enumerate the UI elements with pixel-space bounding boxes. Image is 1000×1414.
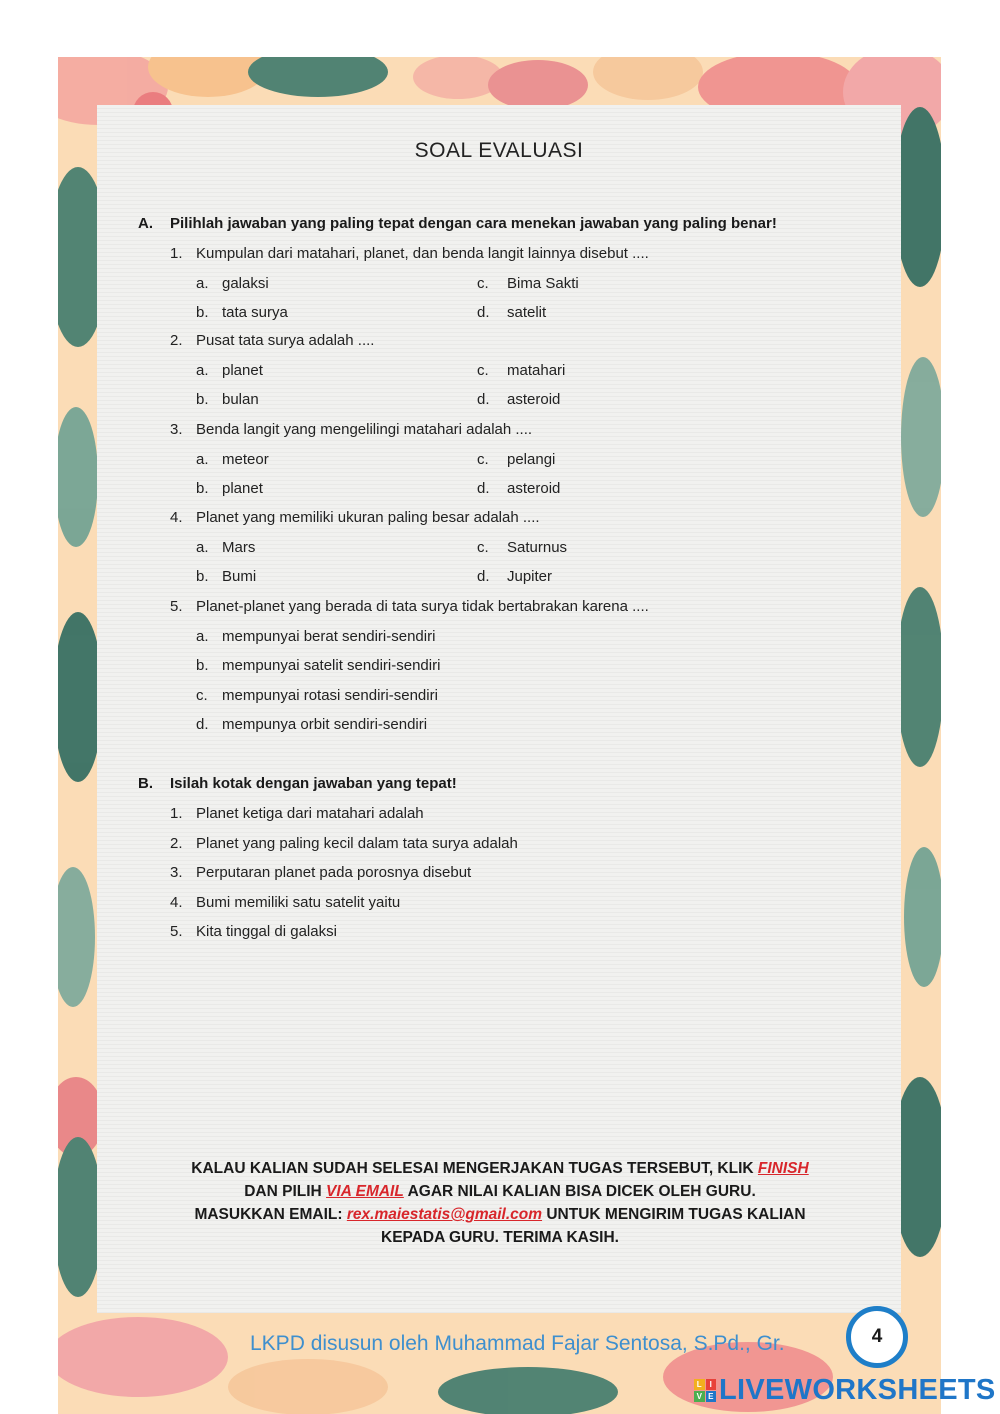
question xyxy=(170,421,532,438)
answer-option[interactable] xyxy=(196,539,255,556)
option-letter: a. xyxy=(196,450,209,468)
answer-option[interactable] xyxy=(196,275,269,292)
question xyxy=(170,598,649,615)
question-number: 4. xyxy=(170,509,183,526)
option-letter: b. xyxy=(196,657,209,674)
question-text: Kita tinggal di galaksi xyxy=(196,923,337,940)
option-letter: a. xyxy=(196,361,209,379)
question-text: Perputaran planet pada porosnya disebut xyxy=(196,864,472,881)
liveworksheets-wordmark: LIVEWORKSHEETS xyxy=(719,1373,996,1406)
option-letter: c. xyxy=(477,274,489,292)
answer-option[interactable] xyxy=(196,362,263,379)
option-text: Mars xyxy=(222,538,256,556)
fill-in-question xyxy=(170,835,518,852)
option-text: matahari xyxy=(507,361,566,379)
option-text: galaksi xyxy=(222,274,269,292)
logo-letter-v: V xyxy=(694,1391,705,1402)
option-letter: c. xyxy=(196,686,208,704)
answer-option[interactable] xyxy=(196,716,427,733)
answer-option[interactable] xyxy=(477,275,579,292)
option-text: meteor xyxy=(222,450,269,468)
answer-option[interactable] xyxy=(477,568,552,585)
option-letter: b. xyxy=(196,391,209,408)
option-letter: c. xyxy=(477,538,489,556)
option-text: Bumi xyxy=(222,568,257,585)
option-text: tata surya xyxy=(222,304,288,321)
option-text: mempunyai berat sendiri-sendiri xyxy=(222,627,436,645)
option-text: asteroid xyxy=(507,480,561,497)
option-text: Bima Sakti xyxy=(507,274,579,292)
logo-letter-l: L xyxy=(694,1379,705,1390)
answer-option[interactable] xyxy=(196,568,256,585)
email-link[interactable]: rex.maiestatis@gmail.com xyxy=(346,1206,543,1223)
section-a-instruction: Pilihlah jawaban yang paling tepat dengan cara menekan jawaban yang paling benar! xyxy=(170,215,777,232)
answer-option[interactable] xyxy=(196,657,440,674)
answer-option[interactable] xyxy=(196,628,435,645)
answer-option[interactable] xyxy=(477,304,546,321)
section-a-heading xyxy=(138,215,777,232)
notice-line3-end: UNTUK MENGIRIM TUGAS KALIAN xyxy=(542,1206,806,1223)
option-text: Saturnus xyxy=(507,538,568,556)
question-number: 3. xyxy=(170,864,183,881)
question xyxy=(170,509,540,526)
option-text: bulan xyxy=(222,391,259,408)
fill-in-question xyxy=(170,894,400,911)
option-text: satelit xyxy=(507,304,547,321)
option-text: Jupiter xyxy=(507,568,553,585)
question-number: 2. xyxy=(170,332,183,349)
question-number: 1. xyxy=(170,245,183,262)
question-number: 2. xyxy=(170,834,183,852)
notice-line2-start: DAN PILIH xyxy=(244,1183,327,1200)
option-letter: d. xyxy=(196,716,209,733)
answer-option[interactable] xyxy=(196,304,288,321)
notice-line1: KALAU KALIAN SUDAH SELESAI MENGERJAKAN TUGAS TERSEBUT, KLIK xyxy=(191,1160,758,1177)
question-text: Planet yang memiliki ukuran paling besar adalah .... xyxy=(196,509,540,526)
question-text: Kumpulan dari matahari, planet, dan benda langit lainnya disebut .... xyxy=(196,245,649,262)
instructions-notice xyxy=(120,1157,880,1249)
option-text: mempunya orbit sendiri-sendiri xyxy=(222,716,428,733)
answer-option[interactable] xyxy=(477,362,565,379)
option-letter: d. xyxy=(477,480,490,497)
question-number: 5. xyxy=(170,923,183,940)
question-text: Planet-planet yang berada di tata surya tidak bertabrakan karena .... xyxy=(196,598,649,615)
notice-line4: KEPADA GURU. TERIMA KASIH. xyxy=(381,1229,619,1246)
logo-letter-i: I xyxy=(706,1379,717,1390)
option-letter: a. xyxy=(196,627,209,645)
liveworksheets-logo-icon xyxy=(694,1379,716,1401)
option-text: asteroid xyxy=(507,391,561,408)
question xyxy=(170,332,374,349)
answer-option[interactable] xyxy=(477,391,560,408)
via-email-link[interactable]: VIA EMAIL xyxy=(326,1183,404,1200)
option-letter: d. xyxy=(477,568,490,585)
question-text: Planet ketiga dari matahari adalah xyxy=(196,805,424,822)
answer-option[interactable] xyxy=(477,451,555,468)
option-text: pelangi xyxy=(507,450,556,468)
notice-line2-end: AGAR NILAI KALIAN BISA DICEK OLEH GURU. xyxy=(403,1183,756,1200)
option-letter: b. xyxy=(196,568,209,585)
option-letter: b. xyxy=(196,480,209,497)
option-letter: b. xyxy=(196,304,209,321)
question-text: Bumi memiliki satu satelit yaitu xyxy=(196,893,401,911)
option-letter: a. xyxy=(196,274,209,292)
answer-option[interactable] xyxy=(196,480,263,497)
question-text: Pusat tata surya adalah .... xyxy=(196,332,375,349)
section-b-heading xyxy=(138,775,457,792)
question-text: Benda langit yang mengelilingi matahari adalah .... xyxy=(196,421,533,438)
question-number: 3. xyxy=(170,421,183,438)
footer-credit: LKPD disusun oleh Muhammad Fajar Sentosa, S.Pd., Gr. xyxy=(250,1332,785,1355)
option-letter: d. xyxy=(477,391,490,408)
fill-in-question xyxy=(170,923,337,940)
option-letter: c. xyxy=(477,361,489,379)
option-text: planet xyxy=(222,480,263,497)
fill-in-question xyxy=(170,805,424,822)
section-b-instruction: Isilah kotak dengan jawaban yang tepat! xyxy=(170,775,457,792)
question-number: 4. xyxy=(170,893,183,911)
question xyxy=(170,245,649,262)
section-a-letter: A. xyxy=(138,215,153,232)
page-title: SOAL EVALUASI xyxy=(414,139,584,162)
section-b-letter: B. xyxy=(138,775,153,792)
option-letter: c. xyxy=(477,450,489,468)
notice-line3-start: MASUKKAN EMAIL: xyxy=(194,1206,347,1223)
option-letter: d. xyxy=(477,304,490,321)
answer-option[interactable] xyxy=(196,451,269,468)
question-text: Planet yang paling kecil dalam tata surya adalah xyxy=(196,834,518,852)
answer-option[interactable] xyxy=(196,687,438,704)
answer-option[interactable] xyxy=(477,539,567,556)
question-number: 1. xyxy=(170,805,183,822)
fill-in-question xyxy=(170,864,471,881)
finish-link[interactable]: FINISH xyxy=(757,1160,809,1177)
liveworksheets-brand[interactable] xyxy=(694,1373,996,1407)
logo-letter-e: E xyxy=(706,1391,717,1402)
answer-option[interactable] xyxy=(196,391,259,408)
option-text: mempunyai rotasi sendiri-sendiri xyxy=(222,686,438,704)
option-text: mempunyai satelit sendiri-sendiri xyxy=(222,657,441,674)
option-letter: a. xyxy=(196,538,209,556)
answer-option[interactable] xyxy=(477,480,560,497)
page-number-badge: 4 xyxy=(846,1306,908,1368)
option-text: planet xyxy=(222,361,263,379)
question-number: 5. xyxy=(170,598,183,615)
